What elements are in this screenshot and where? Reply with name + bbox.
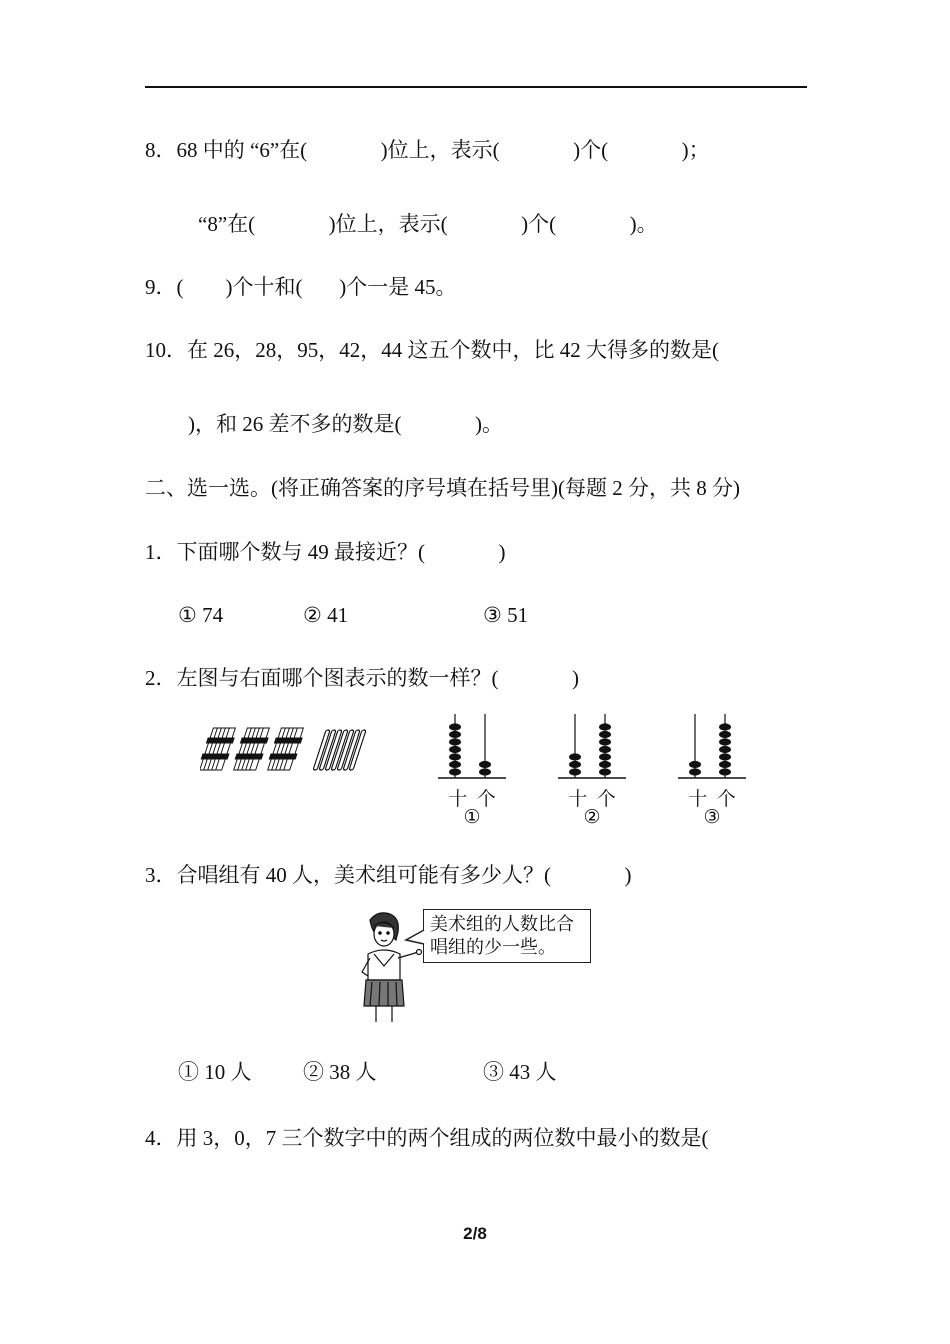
abacus-1 [436,712,508,782]
abacus-2-place-labels: 十 个 [568,789,616,810]
question-8-line-1: 8．68 中的 “6”在( )位上，表示( )个( )； [145,138,710,162]
speech-bubble [423,909,591,963]
single-sticks [313,730,366,770]
choice-3-question: 3．合唱组有 40 人，美术组可能有多少人？( ) [145,863,632,887]
sticks-figure [200,724,375,774]
speech-bubble-text: 美术组的人数比合唱组的少一些。 [430,914,574,957]
header-rule [145,86,807,88]
abacus-3-number: ③ [703,807,721,828]
question-9: 9．( )个十和( )个一是 45。 [145,275,457,299]
stick-bundle [232,728,272,770]
abacus-1-number: ① [463,807,481,828]
question-8-line-2: “8”在( )位上，表示( )个( )。 [198,212,658,236]
abacus-3-place-labels: 十 个 [688,789,736,810]
choice-1-question: 1．下面哪个数与 49 最接近？( ) [145,540,506,564]
choice-2-question: 2．左图与右面哪个图表示的数一样？( ) [145,666,579,690]
stick-bundle [266,728,306,770]
choice-3-option-1: ① 10 人 [178,1060,252,1084]
choice-1-option-2: ② 41 [303,603,349,627]
choice-1-option-1: ① 74 [178,603,224,627]
abacus-2 [556,712,628,782]
page-number: 2/8 [463,1224,487,1243]
choice-3-option-3: ③ 43 人 [483,1060,557,1084]
stick-bundle [200,728,237,770]
choice-4-question: 4．用 3，0，7 三个数字中的两个组成的两位数中最小的数是( [145,1126,709,1150]
section-2-title: 二、选一选。(将正确答案的序号填在括号里)(每题 2 分，共 8 分) [145,476,740,500]
question-10-line-2: )，和 26 差不多的数是( )。 [188,412,503,436]
abacus-2-number: ② [583,807,601,828]
choice-1-option-3: ③ 51 [483,603,529,627]
speech-bubble-tail [404,928,426,948]
abacus-1-place-labels: 十 个 [448,789,496,810]
abacus-3 [676,712,748,782]
choice-3-option-2: ② 38 人 [303,1060,377,1084]
question-10-line-1: 10．在 26，28，95，42，44 这五个数中，比 42 大得多的数是( [145,338,719,362]
